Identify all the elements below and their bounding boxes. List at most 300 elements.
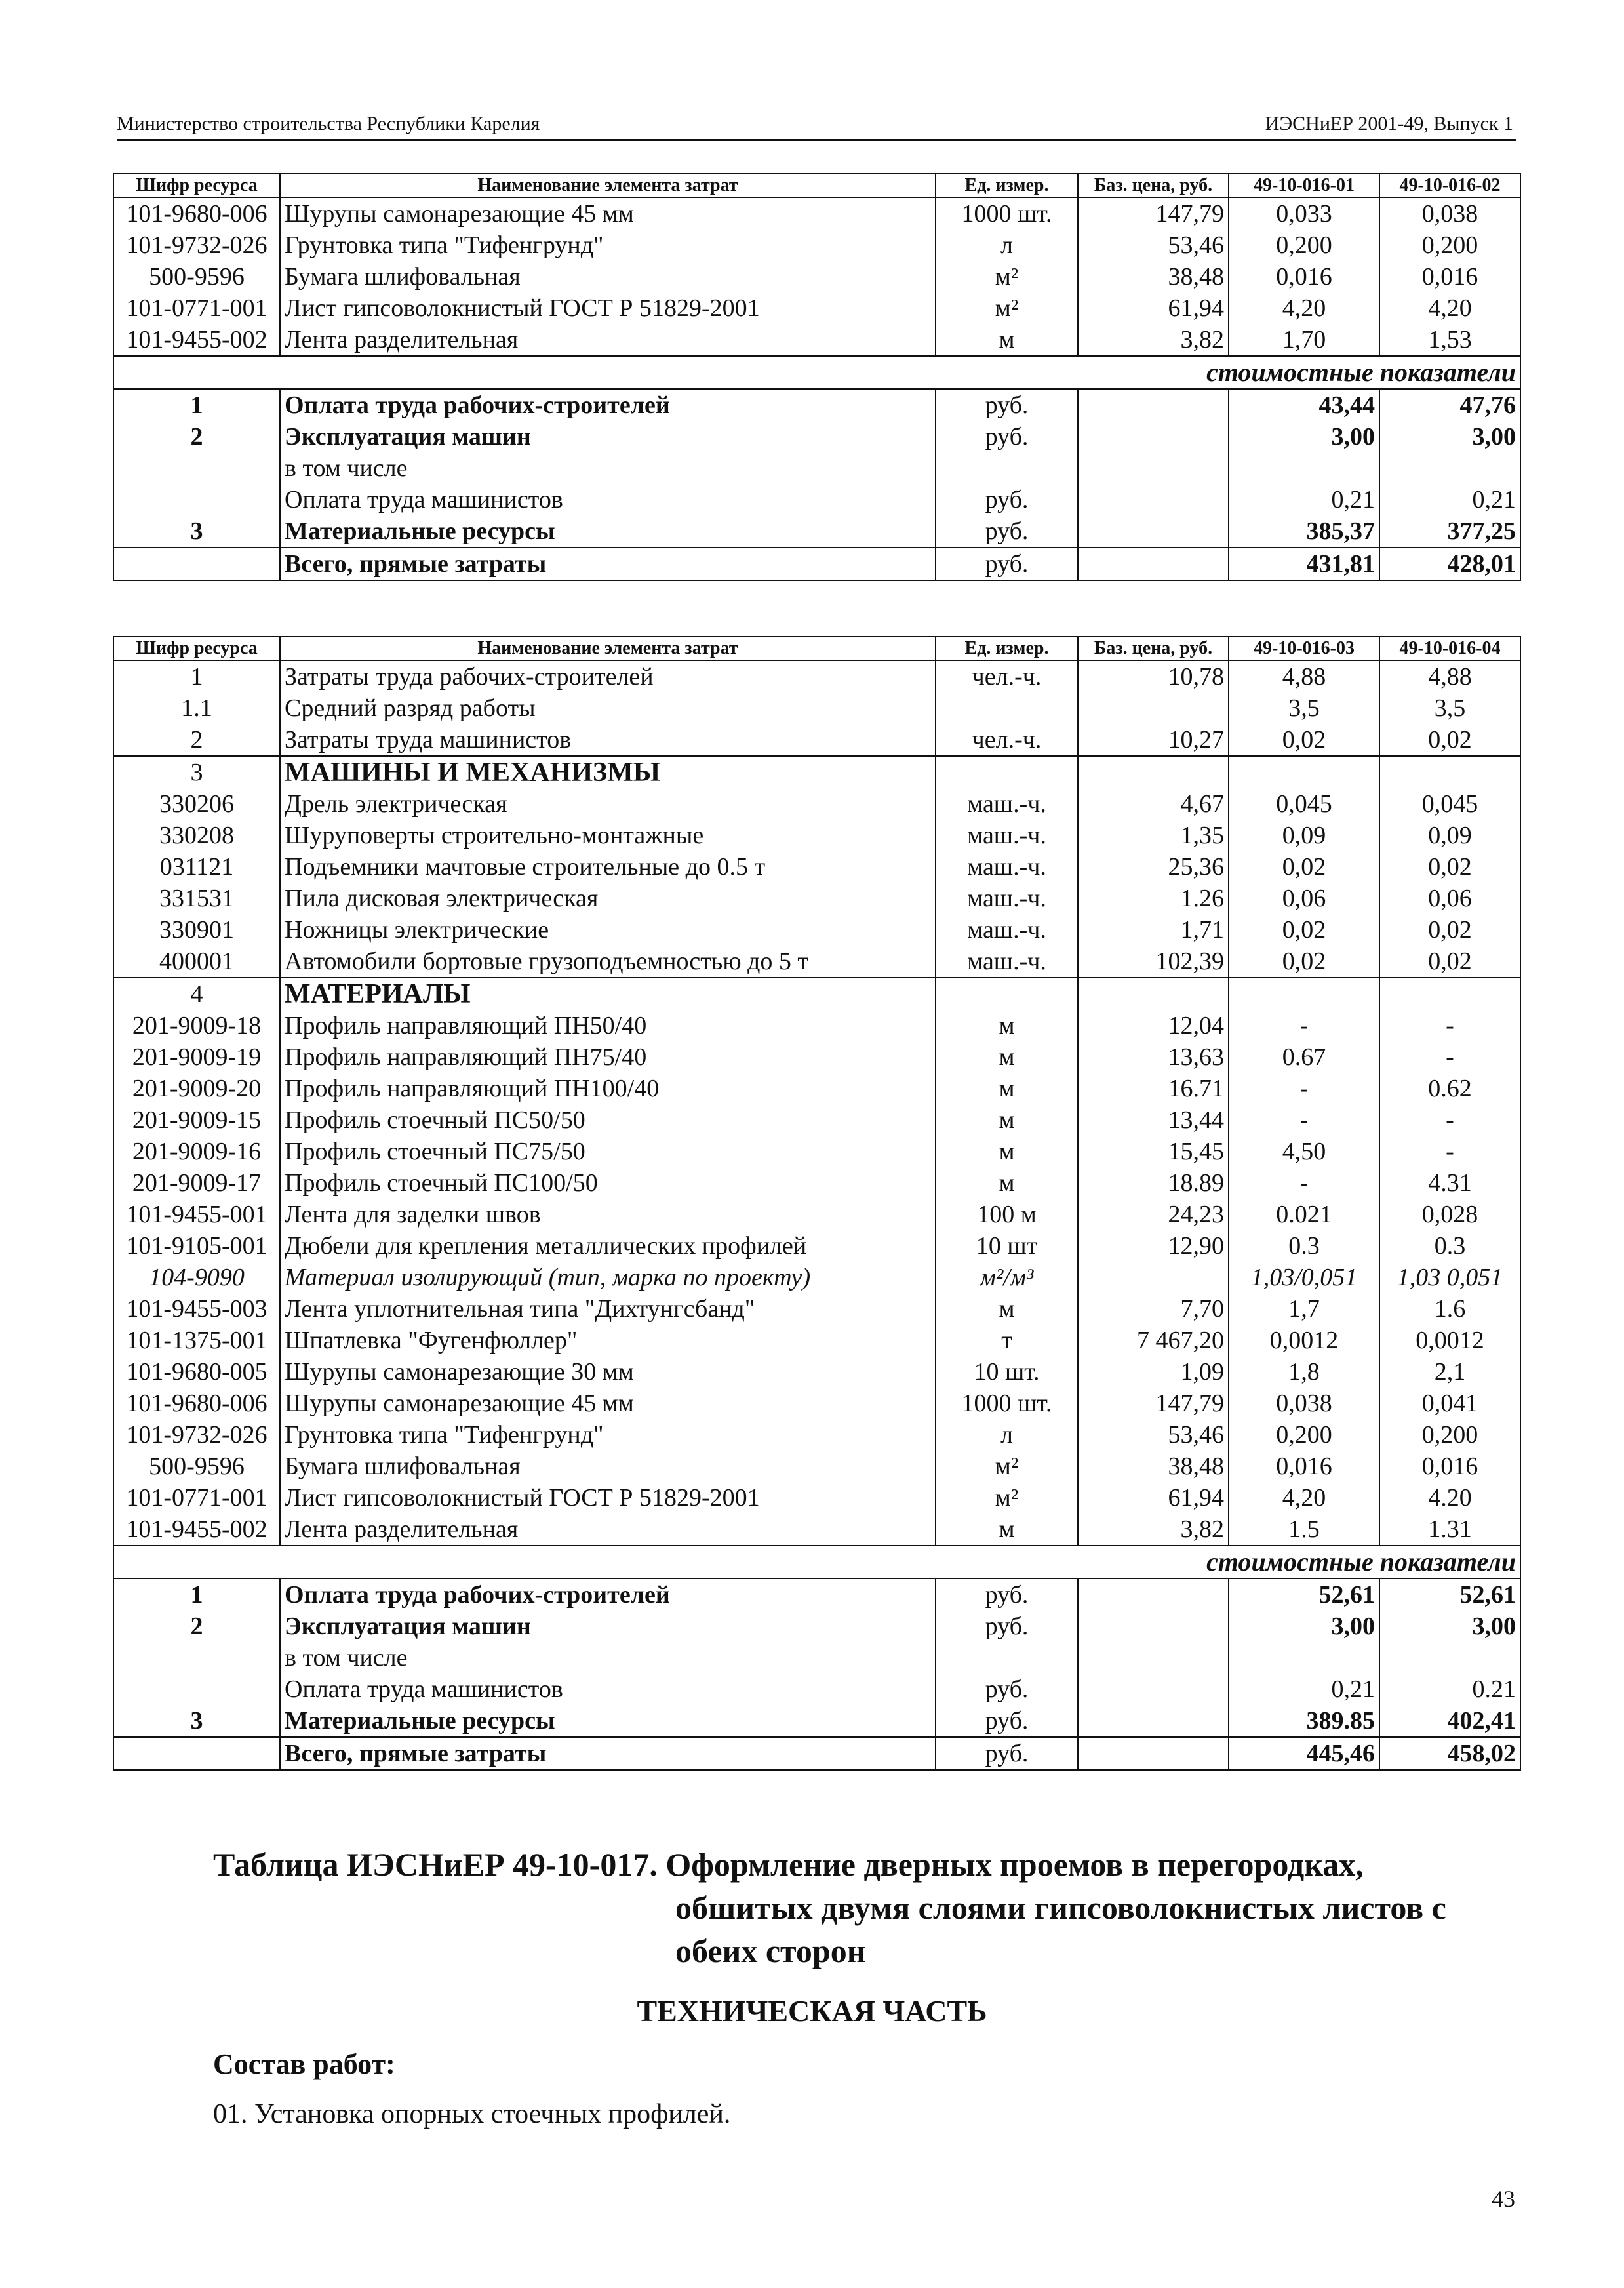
unit-cell (936, 452, 1078, 484)
resource-code-cell: 201-9009-18 (113, 1010, 280, 1041)
unit-cell: руб. (936, 389, 1078, 421)
resource-name-cell: Профиль направляющий ПН100/40 (280, 1073, 936, 1104)
cost-indicators-heading: стоимостные показатели (113, 356, 1520, 389)
unit-cell: чел.-ч. (936, 660, 1078, 692)
resource-code-cell: 201-9009-16 (113, 1136, 280, 1167)
norm-value-cell: 0,016 (1379, 261, 1520, 292)
resource-name-cell: Ножницы электрические (280, 914, 936, 946)
cost-value-cell: 0,21 (1379, 484, 1520, 515)
resource-code-cell: 101-9680-005 (113, 1356, 280, 1388)
resource-name-cell: Бумага шлифовальная (280, 1451, 936, 1482)
table-row (113, 1388, 1520, 1419)
table-row (113, 261, 1520, 292)
norm-value-cell: 0,016 (1229, 1451, 1379, 1482)
resource-code-cell: 101-0771-001 (113, 292, 280, 324)
column-header: Наименование элемента затрат (280, 174, 936, 197)
cost-row (113, 484, 1520, 515)
cost-value-cell: 0,21 (1229, 484, 1379, 515)
empty-cell (1078, 1611, 1229, 1642)
header-ministry: Министерство строительства Республики Карелия (117, 113, 540, 134)
norm-value-cell: 0,02 (1229, 946, 1379, 978)
resource-code-cell: 101-0771-001 (113, 1482, 280, 1514)
norm-value-cell: 0,200 (1379, 230, 1520, 261)
resource-code-cell: 101-9455-003 (113, 1293, 280, 1325)
resource-code-cell: 1 (113, 660, 280, 692)
base-price-cell: 1,09 (1078, 1356, 1229, 1388)
table-row (113, 1167, 1520, 1199)
base-price-cell: 53,46 (1078, 1419, 1229, 1451)
base-price-cell: 53,46 (1078, 230, 1229, 261)
resource-table-1 (113, 173, 1521, 581)
empty-cell (1078, 515, 1229, 548)
total-name-cell: Всего, прямые затраты (280, 548, 936, 580)
base-price-cell: 61,94 (1078, 1482, 1229, 1514)
base-price-cell: 147,79 (1078, 197, 1229, 230)
unit-cell: м (936, 1041, 1078, 1073)
norm-value-cell: 0,200 (1229, 1419, 1379, 1451)
column-header: Баз. цена, руб. (1078, 174, 1229, 197)
cost-value-cell: 402,41 (1379, 1705, 1520, 1737)
norm-value-cell: 0,0012 (1229, 1325, 1379, 1356)
table-row (113, 820, 1520, 851)
unit-cell: руб. (936, 1611, 1078, 1642)
resource-code-cell: 400001 (113, 946, 280, 978)
unit-cell: 10 шт. (936, 1356, 1078, 1388)
unit-cell: м² (936, 292, 1078, 324)
table-row (113, 1325, 1520, 1356)
cost-row (113, 1674, 1520, 1705)
norm-value-cell: - (1379, 1041, 1520, 1073)
resource-code-cell: 201-9009-19 (113, 1041, 280, 1073)
resource-code-cell: 101-9455-001 (113, 1199, 280, 1230)
table-row (113, 1230, 1520, 1262)
norm-value-cell: 0,028 (1379, 1199, 1520, 1230)
resource-code-cell: 201-9009-15 (113, 1104, 280, 1136)
unit-cell: т (936, 1325, 1078, 1356)
base-price-cell: 15,45 (1078, 1136, 1229, 1167)
norm-value-cell: - (1229, 1104, 1379, 1136)
table-row (113, 724, 1520, 756)
cost-value-cell (1379, 452, 1520, 484)
norm-value-cell: 0,038 (1229, 1388, 1379, 1419)
resource-name-cell: Шурупы самонарезающие 45 мм (280, 197, 936, 230)
resource-name-cell: Затраты труда машинистов (280, 724, 936, 756)
unit-cell: м (936, 1293, 1078, 1325)
cost-code-cell: 2 (113, 421, 280, 452)
resource-code-cell: 500-9596 (113, 1451, 280, 1482)
empty-cell (936, 978, 1078, 1010)
norm-value-cell: 1.31 (1379, 1514, 1520, 1546)
table-row (113, 1293, 1520, 1325)
norm-value-cell: 3,5 (1379, 692, 1520, 724)
table-title (213, 1843, 1524, 1973)
cost-name-cell: Оплата труда рабочих-строителей (280, 1578, 936, 1611)
table-row (113, 1356, 1520, 1388)
norm-value-cell: - (1229, 1167, 1379, 1199)
section-code-cell: 3 (113, 756, 280, 788)
cost-code-cell (113, 1674, 280, 1705)
unit-cell: руб. (936, 1578, 1078, 1611)
unit-cell: руб. (936, 1737, 1078, 1770)
unit-cell: м²/м³ (936, 1262, 1078, 1293)
cost-value-cell: 47,76 (1379, 389, 1520, 421)
resource-name-cell: Пила дисковая электрическая (280, 883, 936, 914)
resource-name-cell: Затраты труда рабочих-строителей (280, 660, 936, 692)
norm-value-cell: - (1229, 1073, 1379, 1104)
table-row (113, 324, 1520, 356)
norm-value-cell: 0,02 (1379, 851, 1520, 883)
norm-value-cell: 0,02 (1379, 724, 1520, 756)
resource-name-cell: Грунтовка типа "Тифенгрунд" (280, 1419, 936, 1451)
cost-name-cell: Оплата труда машинистов (280, 1674, 936, 1705)
base-price-cell: 25,36 (1078, 851, 1229, 883)
total-row (113, 548, 1520, 580)
resource-name-cell: Лента для заделки швов (280, 1199, 936, 1230)
resource-code-cell: 330901 (113, 914, 280, 946)
cost-value-cell (1379, 1642, 1520, 1674)
norm-value-cell: 1.5 (1229, 1514, 1379, 1546)
table-title-line: обшитых двумя слоями гипсоволокнистых листов с (675, 1889, 1446, 1926)
unit-cell (936, 1642, 1078, 1674)
cost-value-cell (1229, 452, 1379, 484)
norm-value-cell: 0,016 (1379, 1451, 1520, 1482)
resource-name-cell: Грунтовка типа "Тифенгрунд" (280, 230, 936, 261)
cost-value-cell: 43,44 (1229, 389, 1379, 421)
resource-name-cell: Подъемники мачтовые строительные до 0.5 т (280, 851, 936, 883)
base-price-cell: 1.26 (1078, 883, 1229, 914)
norm-value-cell: 0.021 (1229, 1199, 1379, 1230)
section-name-cell: МАТЕРИАЛЫ (280, 978, 936, 1010)
table-row (113, 1136, 1520, 1167)
empty-cell (1078, 1705, 1229, 1737)
resource-code-cell: 330206 (113, 788, 280, 820)
column-header: Шифр ресурса (113, 637, 280, 660)
cost-name-cell: Оплата труда машинистов (280, 484, 936, 515)
page-number: 43 (1492, 2186, 1515, 2212)
table-row (113, 1451, 1520, 1482)
resource-name-cell: Лента разделительная (280, 1514, 936, 1546)
base-price-cell: 10,78 (1078, 660, 1229, 692)
table-body (113, 660, 1520, 1770)
base-price-cell: 12,04 (1078, 1010, 1229, 1041)
norm-value-cell: 1,53 (1379, 324, 1520, 356)
empty-cell (1078, 1578, 1229, 1611)
norm-value-cell: 0,045 (1229, 788, 1379, 820)
base-price-cell: 10,27 (1078, 724, 1229, 756)
norm-value-cell: 3,5 (1229, 692, 1379, 724)
unit-cell (936, 692, 1078, 724)
table-header-row (113, 174, 1520, 197)
resource-code-cell: 104-9090 (113, 1262, 280, 1293)
empty-cell (1078, 1642, 1229, 1674)
norm-value-cell: 4,20 (1229, 1482, 1379, 1514)
table-body (113, 197, 1520, 580)
resource-name-cell: Автомобили бортовые грузоподъемностью до 5 т (280, 946, 936, 978)
page-header (117, 113, 1513, 139)
empty-cell (113, 548, 280, 580)
empty-cell (1379, 756, 1520, 788)
unit-cell: м² (936, 1451, 1078, 1482)
norm-value-cell: 4.20 (1379, 1482, 1520, 1514)
empty-cell (1078, 756, 1229, 788)
base-price-cell (1078, 692, 1229, 724)
cost-name-cell: Оплата труда рабочих-строителей (280, 389, 936, 421)
resource-name-cell: Профиль стоечный ПС100/50 (280, 1167, 936, 1199)
unit-cell: маш.-ч. (936, 851, 1078, 883)
unit-cell: руб. (936, 1705, 1078, 1737)
base-price-cell: 16.71 (1078, 1073, 1229, 1104)
norm-value-cell: 0,200 (1229, 230, 1379, 261)
base-price-cell: 12,90 (1078, 1230, 1229, 1262)
resource-name-cell: Материал изолирующий (тип, марка по проекту) (280, 1262, 936, 1293)
table-row (113, 1514, 1520, 1546)
table-row (113, 197, 1520, 230)
total-value-cell: 458,02 (1379, 1737, 1520, 1770)
base-price-cell: 7 467,20 (1078, 1325, 1229, 1356)
cost-code-cell (113, 452, 280, 484)
section-name-cell: МАШИНЫ И МЕХАНИЗМЫ (280, 756, 936, 788)
norm-value-cell: 0,041 (1379, 1388, 1520, 1419)
base-price-cell: 102,39 (1078, 946, 1229, 978)
empty-cell (1379, 978, 1520, 1010)
resource-name-cell: Профиль стоечный ПС75/50 (280, 1136, 936, 1167)
norm-value-cell: 0,02 (1229, 851, 1379, 883)
cost-code-cell: 1 (113, 389, 280, 421)
section-code-cell: 4 (113, 978, 280, 1010)
cost-code-cell: 1 (113, 1578, 280, 1611)
section-heading-row (113, 756, 1520, 788)
cost-name-cell: Материальные ресурсы (280, 1705, 936, 1737)
column-header: Шифр ресурса (113, 174, 280, 197)
section-heading: ТЕХНИЧЕСКАЯ ЧАСТЬ (637, 1994, 987, 2028)
cost-code-cell (113, 1642, 280, 1674)
unit-cell: маш.-ч. (936, 788, 1078, 820)
column-header: Ед. измер. (936, 174, 1078, 197)
unit-cell: маш.-ч. (936, 914, 1078, 946)
empty-cell (1078, 548, 1229, 580)
empty-cell (1078, 978, 1229, 1010)
resource-name-cell: Дрель электрическая (280, 788, 936, 820)
resource-code-cell: 1.1 (113, 692, 280, 724)
header-document-code: ИЭСНиЕР 2001-49, Выпуск 1 (1265, 113, 1513, 134)
norm-value-cell: - (1229, 1010, 1379, 1041)
unit-cell: м (936, 1010, 1078, 1041)
norm-value-cell: 0,02 (1229, 914, 1379, 946)
cost-indicators-heading-row (113, 1546, 1520, 1578)
cost-row (113, 421, 1520, 452)
unit-cell: 1000 шт. (936, 197, 1078, 230)
column-header: 49-10-016-03 (1229, 637, 1379, 660)
empty-cell (936, 756, 1078, 788)
cost-row (113, 1705, 1520, 1737)
table-row (113, 1419, 1520, 1451)
unit-cell: л (936, 1419, 1078, 1451)
resource-name-cell: Шуруповерты строительно-монтажные (280, 820, 936, 851)
resource-code-cell: 101-9680-006 (113, 197, 280, 230)
base-price-cell: 38,48 (1078, 1451, 1229, 1482)
work-item: 01. Установка опорных стоечных профилей. (213, 2099, 731, 2129)
base-price-cell: 7,70 (1078, 1293, 1229, 1325)
table-row (113, 230, 1520, 261)
unit-cell: м (936, 1136, 1078, 1167)
unit-cell: маш.-ч. (936, 883, 1078, 914)
norm-value-cell: 0,09 (1229, 820, 1379, 851)
cost-row (113, 1642, 1520, 1674)
cost-value-cell: 377,25 (1379, 515, 1520, 548)
unit-cell: руб. (936, 1674, 1078, 1705)
cost-value-cell: 0.21 (1379, 1674, 1520, 1705)
norm-value-cell: 1,03 0,051 (1379, 1262, 1520, 1293)
total-row (113, 1737, 1520, 1770)
norm-value-cell: - (1379, 1104, 1520, 1136)
resource-code-cell: 101-9455-002 (113, 324, 280, 356)
norm-value-cell: 0,016 (1229, 261, 1379, 292)
resource-code-cell: 101-9732-026 (113, 230, 280, 261)
table-row (113, 1482, 1520, 1514)
base-price-cell: 147,79 (1078, 1388, 1229, 1419)
norm-value-cell: 2,1 (1379, 1356, 1520, 1388)
norm-value-cell: 0,02 (1379, 914, 1520, 946)
norm-value-cell: 1,70 (1229, 324, 1379, 356)
base-price-cell: 61,94 (1078, 292, 1229, 324)
table-row (113, 1104, 1520, 1136)
table-row (113, 1041, 1520, 1073)
empty-cell (1229, 756, 1379, 788)
column-header: Баз. цена, руб. (1078, 637, 1229, 660)
cost-value-cell: 385,37 (1229, 515, 1379, 548)
resource-name-cell: Шпатлевка "Фугенфюллер" (280, 1325, 936, 1356)
base-price-cell: 13,44 (1078, 1104, 1229, 1136)
cost-row (113, 452, 1520, 484)
base-price-cell (1078, 1262, 1229, 1293)
base-price-cell: 13,63 (1078, 1041, 1229, 1073)
table-title-line: обеих сторон (675, 1933, 866, 1969)
resource-code-cell: 101-1375-001 (113, 1325, 280, 1356)
unit-cell: м (936, 1167, 1078, 1199)
cost-name-cell: в том числе (280, 452, 936, 484)
base-price-cell: 3,82 (1078, 1514, 1229, 1546)
table-row (113, 946, 1520, 978)
unit-cell: 100 м (936, 1199, 1078, 1230)
norm-value-cell: 0,02 (1379, 946, 1520, 978)
resource-name-cell: Лента уплотнительная типа "Дихтунгсбанд" (280, 1293, 936, 1325)
resource-name-cell: Лента разделительная (280, 324, 936, 356)
norm-value-cell: 4,88 (1379, 660, 1520, 692)
resource-code-cell: 330208 (113, 820, 280, 851)
resource-name-cell: Лист гипсоволокнистый ГОСТ Р 51829-2001 (280, 292, 936, 324)
cost-row (113, 389, 1520, 421)
empty-cell (1229, 978, 1379, 1010)
table-row (113, 1262, 1520, 1293)
base-price-cell: 3,82 (1078, 324, 1229, 356)
unit-cell: м² (936, 1482, 1078, 1514)
total-value-cell: 445,46 (1229, 1737, 1379, 1770)
unit-cell: чел.-ч. (936, 724, 1078, 756)
resource-code-cell: 031121 (113, 851, 280, 883)
unit-cell: м (936, 1104, 1078, 1136)
norm-value-cell: 1,8 (1229, 1356, 1379, 1388)
resource-name-cell: Дюбели для крепления металлических профилей (280, 1230, 936, 1262)
cost-row (113, 515, 1520, 548)
resource-code-cell: 101-9732-026 (113, 1419, 280, 1451)
cost-name-cell: в том числе (280, 1642, 936, 1674)
cost-row (113, 1578, 1520, 1611)
base-price-cell: 18.89 (1078, 1167, 1229, 1199)
empty-cell (1078, 452, 1229, 484)
norm-value-cell: 4.31 (1379, 1167, 1520, 1199)
resource-code-cell: 101-9455-002 (113, 1514, 280, 1546)
table-row (113, 788, 1520, 820)
unit-cell: маш.-ч. (936, 820, 1078, 851)
table-row (113, 851, 1520, 883)
column-header: Наименование элемента затрат (280, 637, 936, 660)
cost-value-cell: 52,61 (1379, 1578, 1520, 1611)
norm-value-cell: 1.6 (1379, 1293, 1520, 1325)
cost-name-cell: Материальные ресурсы (280, 515, 936, 548)
norm-value-cell: 0,06 (1229, 883, 1379, 914)
cost-value-cell: 389.85 (1229, 1705, 1379, 1737)
resource-name-cell: Профиль направляющий ПН50/40 (280, 1010, 936, 1041)
norm-value-cell: - (1379, 1010, 1520, 1041)
base-price-cell: 24,23 (1078, 1199, 1229, 1230)
norm-value-cell: 0.3 (1379, 1230, 1520, 1262)
resource-code-cell: 101-9105-001 (113, 1230, 280, 1262)
resource-name-cell: Шурупы самонарезающие 30 мм (280, 1356, 936, 1388)
table-header-row (113, 637, 1520, 660)
norm-value-cell: 0.62 (1379, 1073, 1520, 1104)
cost-row (113, 1611, 1520, 1642)
header-rule (117, 139, 1516, 141)
base-price-cell: 1,71 (1078, 914, 1229, 946)
cost-name-cell: Эксплуатация машин (280, 421, 936, 452)
resource-code-cell: 500-9596 (113, 261, 280, 292)
norm-value-cell: 0,200 (1379, 1419, 1520, 1451)
norm-value-cell: 0.67 (1229, 1041, 1379, 1073)
resource-code-cell: 201-9009-20 (113, 1073, 280, 1104)
unit-cell: м (936, 1514, 1078, 1546)
resource-name-cell: Шурупы самонарезающие 45 мм (280, 1388, 936, 1419)
table-row (113, 660, 1520, 692)
table-row (113, 1073, 1520, 1104)
resource-name-cell: Лист гипсоволокнистый ГОСТ Р 51829-2001 (280, 1482, 936, 1514)
cost-value-cell: 3,00 (1229, 1611, 1379, 1642)
norm-value-cell: 1,7 (1229, 1293, 1379, 1325)
table-row (113, 1199, 1520, 1230)
unit-cell: м (936, 324, 1078, 356)
cost-value-cell: 3,00 (1379, 421, 1520, 452)
resource-code-cell: 201-9009-17 (113, 1167, 280, 1199)
cost-code-cell: 2 (113, 1611, 280, 1642)
cost-value-cell: 0,21 (1229, 1674, 1379, 1705)
empty-cell (1078, 484, 1229, 515)
section-heading-row (113, 978, 1520, 1010)
cost-indicators-heading-row (113, 356, 1520, 389)
unit-cell: л (936, 230, 1078, 261)
empty-cell (113, 1737, 280, 1770)
resource-code-cell: 2 (113, 724, 280, 756)
resource-table-2 (113, 636, 1521, 1771)
norm-value-cell: 4,20 (1229, 292, 1379, 324)
table-row (113, 292, 1520, 324)
total-value-cell: 431,81 (1229, 548, 1379, 580)
resource-name-cell: Профиль стоечный ПС50/50 (280, 1104, 936, 1136)
base-price-cell: 1,35 (1078, 820, 1229, 851)
norm-value-cell: 0,02 (1229, 724, 1379, 756)
norm-value-cell: 0,033 (1229, 197, 1379, 230)
cost-code-cell: 3 (113, 515, 280, 548)
resource-code-cell: 101-9680-006 (113, 1388, 280, 1419)
table-row (113, 692, 1520, 724)
